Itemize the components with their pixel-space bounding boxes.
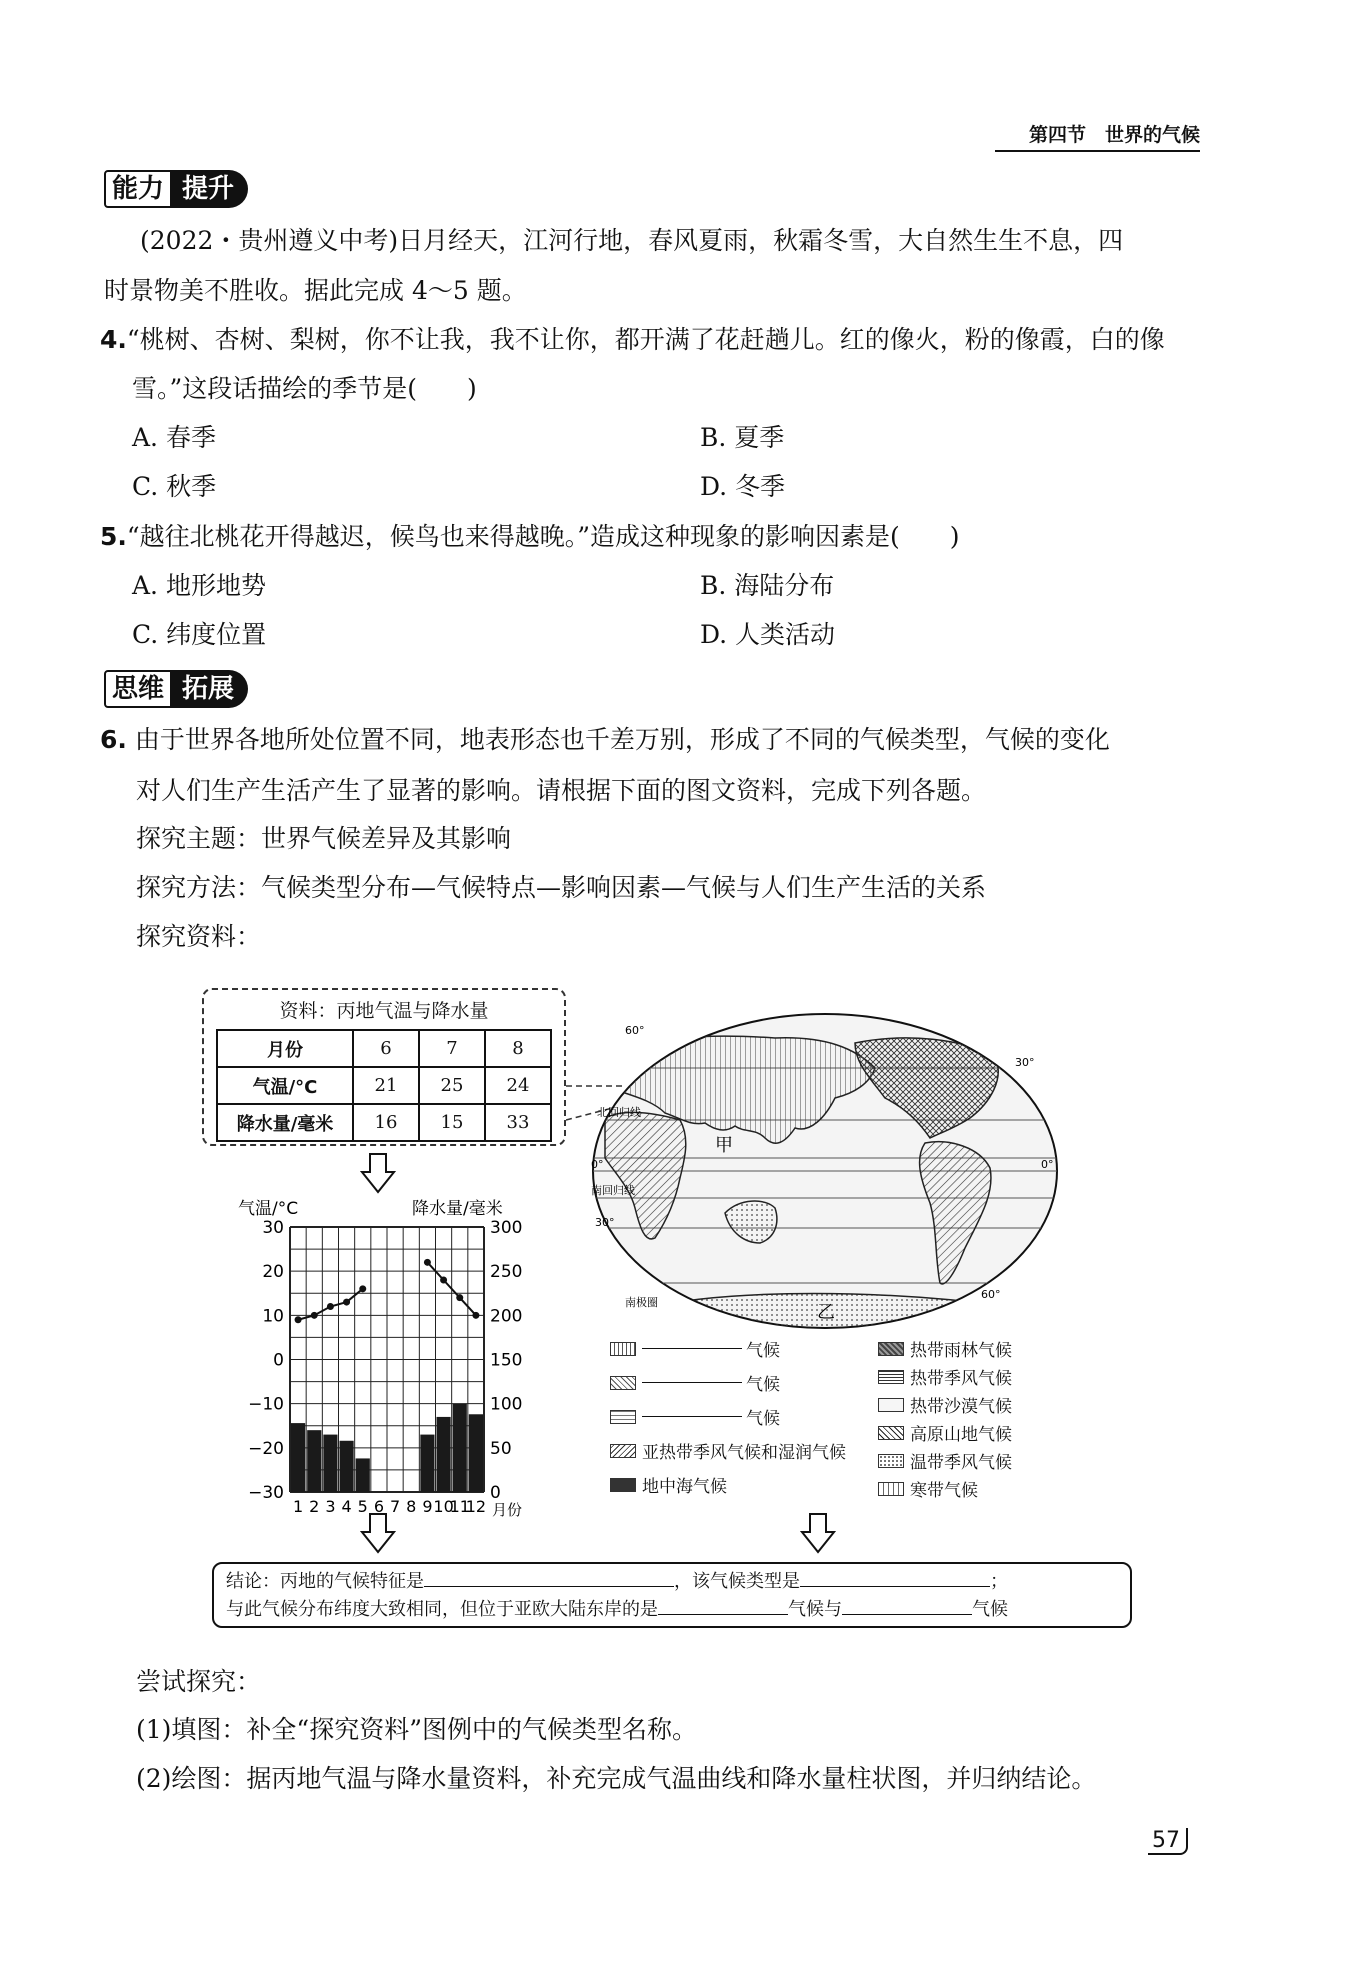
temp-point	[311, 1312, 318, 1319]
legend-swatch	[610, 1342, 636, 1356]
precip-tick-label: 50	[490, 1438, 512, 1459]
temp-tick-label: 30	[262, 1218, 284, 1238]
month-label: 8	[406, 1497, 417, 1516]
data-box	[202, 988, 566, 1146]
table-row-precip-label: 降水量/毫米	[217, 1104, 353, 1141]
month-label: 2	[309, 1497, 320, 1516]
legend-label: 寒带气候	[910, 1481, 978, 1501]
map-label-jia: 甲	[715, 1135, 733, 1156]
precip-tick-label: 0	[490, 1483, 501, 1503]
table-cell: 16	[353, 1104, 419, 1141]
temp-tick-label: −30	[248, 1483, 284, 1503]
legend-swatch	[878, 1426, 904, 1440]
question-number: 6.	[100, 725, 127, 754]
legend-swatch	[610, 1444, 636, 1458]
legend-swatch	[878, 1454, 904, 1468]
legend-item-mediterranean	[610, 1472, 727, 1497]
month-label: 3	[325, 1497, 336, 1516]
legend-suffix: 气候	[746, 1375, 780, 1395]
temp-point	[295, 1316, 302, 1323]
map-degree-label: 0°	[1041, 1158, 1054, 1171]
section-badge-thinking	[104, 670, 248, 708]
map-label-yi: 乙	[817, 1302, 835, 1323]
q4-option-c[interactable]: C. 秋季	[132, 472, 217, 501]
legend-swatch	[878, 1398, 904, 1412]
question-6-line-4: 探究方法：气候类型分布—气候特点—影响因素—气候与人们生产生活的关系	[136, 873, 987, 902]
question-number: 4.	[100, 325, 127, 354]
precip-bar	[356, 1458, 370, 1492]
q5-option-b[interactable]: B. 海陆分布	[700, 571, 835, 600]
table-header-7: 7	[419, 1030, 485, 1067]
precip-bar	[307, 1430, 321, 1492]
legend-item-subtropical	[610, 1438, 846, 1463]
legend-item-blank-1	[610, 1336, 780, 1361]
temp-tick-label: −10	[248, 1394, 284, 1415]
map-label-antarctic-circle: 南极圈	[625, 1296, 658, 1309]
table-cell: 21	[353, 1067, 419, 1104]
table-row-temp-label: 气温/°C	[217, 1067, 353, 1104]
section-header: 第四节 世界的气候	[995, 120, 1200, 152]
legend-swatch	[878, 1370, 904, 1384]
legend-item-tropical-desert	[878, 1392, 1012, 1417]
table-header-6: 6	[353, 1030, 419, 1067]
legend-suffix: 气候	[746, 1409, 780, 1429]
question-4-line-1: “桃树、杏树、梨树，你不让我，我不让你，都开满了花赶趟儿。红的像火，粉的像霞，白的像	[126, 325, 1165, 354]
precip-bar	[469, 1414, 483, 1492]
precip-bar	[420, 1435, 434, 1492]
question-5-line-1: “越往北桃花开得越迟，候鸟也来得越晚。”造成这种现象的影响因素是( )	[126, 522, 960, 551]
precip-tick-label: 300	[490, 1218, 523, 1238]
conclusion-text: ；	[990, 1571, 1008, 1592]
conclusion-box	[212, 1562, 1132, 1628]
legend-swatch	[878, 1482, 904, 1496]
legend-item-polar	[878, 1476, 978, 1501]
temp-tick-label: 10	[262, 1306, 284, 1327]
precip-bar	[437, 1417, 451, 1492]
legend-label: 高原山地气候	[910, 1425, 1012, 1445]
conclusion-text: ，该气候类型是	[674, 1571, 800, 1592]
conclusion-blank-feature[interactable]	[424, 1586, 674, 1587]
legend-label: 温带季风气候	[910, 1453, 1012, 1473]
map-degree-label: 30°	[595, 1216, 615, 1229]
temp-point	[440, 1277, 447, 1284]
left-axis-label: 气温/°C	[238, 1199, 299, 1219]
month-label: 7	[389, 1497, 401, 1516]
map-degree-label: 30°	[1015, 1056, 1035, 1069]
month-label: 4	[341, 1497, 352, 1516]
temp-point	[359, 1285, 366, 1292]
table-cell: 33	[485, 1104, 551, 1141]
legend-label: 地中海气候	[642, 1477, 727, 1497]
question-number: 5.	[100, 522, 127, 551]
legend-label: 热带雨林气候	[910, 1341, 1012, 1361]
data-box-title: 资料：丙地气温与降水量	[279, 1000, 489, 1022]
legend-label: 热带季风气候	[910, 1369, 1012, 1389]
map-degree-label: 0°	[591, 1158, 604, 1171]
temp-point	[472, 1312, 479, 1319]
conclusion-text: 气候	[972, 1599, 1008, 1620]
task-1: (1)填图：补全“探究资料”图例中的气候类型名称。	[136, 1715, 697, 1744]
right-axis-label: 降水量/毫米	[412, 1199, 503, 1219]
conclusion-text: 气候与	[788, 1599, 842, 1620]
page-number: 57	[1148, 1828, 1188, 1855]
temp-point	[424, 1259, 431, 1266]
q5-option-a[interactable]: A. 地形地势	[132, 571, 266, 600]
q5-option-d[interactable]: D. 人类活动	[700, 620, 836, 649]
data-table	[216, 1029, 552, 1142]
map-label-tropic-cancer: 北回归线	[597, 1106, 641, 1119]
table-cell: 24	[485, 1067, 551, 1104]
map-degree-label: 60°	[625, 1024, 645, 1037]
table-cell: 15	[419, 1104, 485, 1141]
temp-point	[343, 1299, 350, 1306]
down-arrow-icon	[800, 1512, 836, 1554]
tasks-title: 尝试探究：	[136, 1667, 262, 1696]
month-label: 12	[465, 1497, 487, 1516]
question-6	[100, 723, 1110, 757]
legend-blank[interactable]	[642, 1382, 742, 1383]
x-axis-label: 月份	[492, 1501, 523, 1519]
legend-item-blank-3	[610, 1404, 780, 1429]
conclusion-blank-climate-2[interactable]	[842, 1614, 972, 1615]
precip-bar	[340, 1441, 354, 1492]
legend-item-rainforest	[878, 1336, 1012, 1361]
month-label: 11	[449, 1497, 470, 1516]
intro-line-2: 时景物美不胜收。据此完成 4～5 题。	[104, 276, 527, 305]
q4-option-a[interactable]: A. 春季	[132, 423, 216, 452]
precip-tick-label: 100	[490, 1394, 523, 1415]
legend-item-tropical-monsoon	[878, 1364, 1012, 1389]
legend-swatch	[610, 1376, 636, 1390]
question-4-line-2: 雪。”这段话描绘的季节是( )	[132, 374, 477, 403]
map-label-tropic-capricorn: 南回归线	[591, 1184, 635, 1197]
intro-line-1: (2022・贵州遵义中考)日月经天，江河行地，春风夏雨，秋霜冬雪，大自然生生不息，四	[140, 226, 1124, 255]
legend-label: 亚热带季风气候和湿润气候	[642, 1443, 846, 1463]
question-4	[100, 323, 1165, 357]
temp-tick-label: 20	[262, 1262, 284, 1283]
conclusion-text: 与此气候分布纬度大致相同，但位于亚欧大陆东岸的是	[226, 1599, 658, 1620]
precip-bar	[453, 1404, 467, 1492]
month-label: 6	[373, 1497, 385, 1516]
legend-label: 热带沙漠气候	[910, 1397, 1012, 1417]
badge-left: 能力	[104, 170, 172, 208]
temp-point	[456, 1294, 463, 1301]
badge-right: 拓展	[172, 670, 248, 708]
conclusion-line-2	[226, 1596, 1118, 1624]
q4-option-b[interactable]: B. 夏季	[700, 423, 785, 452]
precip-bar	[323, 1435, 337, 1492]
question-6-line-5: 探究资料：	[136, 922, 262, 951]
table-header-8: 8	[485, 1030, 551, 1067]
temp-tick-label: 0	[273, 1350, 284, 1371]
temp-tick-label: −20	[248, 1438, 284, 1459]
legend-item-blank-2	[610, 1370, 780, 1395]
question-5	[100, 520, 959, 554]
month-label: 10	[433, 1497, 454, 1516]
legend-item-temperate-monsoon	[878, 1448, 1012, 1473]
month-label: 9	[422, 1497, 433, 1516]
precip-tick-label: 200	[490, 1306, 523, 1327]
down-arrow-icon	[360, 1152, 396, 1194]
precip-bar	[291, 1423, 305, 1492]
legend-blank[interactable]	[642, 1416, 742, 1417]
table-header-month: 月份	[217, 1030, 353, 1067]
conclusion-line-1	[226, 1568, 1118, 1596]
question-6-line-2: 对人们生产生活产生了显著的影响。请根据下面的图文资料，完成下列各题。	[136, 776, 987, 805]
climate-chart	[230, 1190, 550, 1525]
legend-swatch	[610, 1478, 636, 1492]
task-2: (2)绘图：据丙地气温与降水量资料，补充完成气温曲线和降水量柱状图，并归纳结论。	[136, 1764, 1097, 1793]
temp-point	[327, 1303, 334, 1310]
badge-left: 思维	[104, 670, 172, 708]
q4-option-d[interactable]: D. 冬季	[700, 472, 786, 501]
precip-tick-label: 250	[490, 1262, 523, 1283]
question-6-line-3: 探究主题：世界气候差异及其影响	[136, 824, 512, 853]
table-cell: 25	[419, 1067, 485, 1104]
legend-suffix: 气候	[746, 1341, 780, 1361]
legend-swatch	[878, 1342, 904, 1356]
question-6-line-1: 由于世界各地所处位置不同，地表形态也千差万别，形成了不同的气候类型，气候的变化	[134, 725, 1110, 754]
month-label: 5	[357, 1497, 368, 1516]
conclusion-blank-type[interactable]	[800, 1586, 990, 1587]
month-label: 1	[292, 1497, 304, 1516]
legend-swatch	[610, 1410, 636, 1424]
badge-right: 提升	[172, 170, 248, 208]
legend-blank[interactable]	[642, 1348, 742, 1349]
section-badge-ability	[104, 170, 248, 208]
map-degree-label: 60°	[981, 1288, 1001, 1301]
legend-item-highland	[878, 1420, 1012, 1445]
world-map	[585, 1008, 1065, 1338]
conclusion-blank-climate-1[interactable]	[658, 1614, 788, 1615]
q5-option-c[interactable]: C. 纬度位置	[132, 620, 267, 649]
precip-tick-label: 150	[490, 1350, 523, 1371]
conclusion-text: 结论：丙地的气候特征是	[226, 1571, 424, 1592]
